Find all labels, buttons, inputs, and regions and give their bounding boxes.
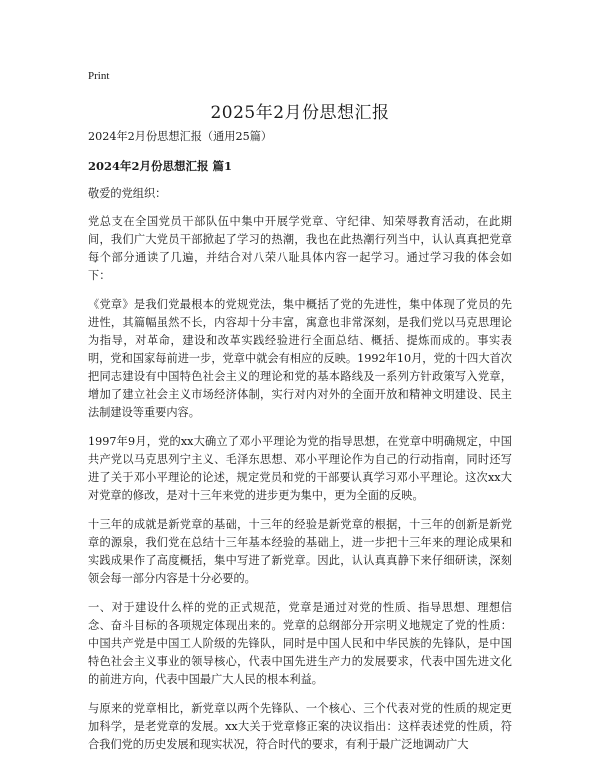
paragraph-2: 《党章》是我们党最根本的党规党法，集中概括了党的先进性，集中体现了党员的先进性，其篇幅虽然不长，内容却十分丰富，寓意也非常深刻，是我们党以马克思理论为指导，对革命，建设和改革实践经验进行全面总结、概括、提炼而成的。事实表明，党和国家每前进一步，党章中就会有相应的反映。1992年10月，党的十四大首次把同志建设有中国特色社会主义的理论和党的基本路线及一系列方针政策写入党章，增加了建立社会主义市场经济体制，实行对内对外的全面开放和精神文明建设、民主法制建设等重要内容。 (88, 298, 512, 419)
print-label: Print (88, 70, 110, 82)
salutation: 敬爱的党组织： (88, 187, 167, 200)
paragraph-1: 党总支在全国党员干部队伍中集中开展学党章、守纪律、知荣辱教育活动，在此期间，我们广大党员干部掀起了学习的热潮，我也在此热潮行列当中，认认真真把党章每个部分通读了几遍，并结合对八荣八耻具体内容一起学习。通过学习我的体会如下： (88, 215, 512, 282)
document-subtitle: 2024年2月份思想汇报（通用25篇） (88, 130, 273, 143)
paragraph-4: 十三年的成就是新党章的基础，十三年的经验是新党章的根据，十三年的创新是新党章的源泉，我们党在总结十三年基本经验的基础上，进一步把十三年来的理论成果和实践成果作了高度概括，集中写进了新党章。因此，认认真真静下来仔细研读，深刻领会每一部分内容是十分必要的。 (88, 518, 512, 585)
document-title: 2025年2月份思想汇报 (210, 103, 390, 123)
paragraph-3: 1997年9月，党的xx大确立了邓小平理论为党的指导思想，在党章中明确规定，中国共产党以马克思列宁主义、毛泽东思想、邓小平理论作为自己的行动指南，同时还写进了关于邓小平理论的论述，规定党员和党的干部要认真学习邓小平理论。这次xx大对党章的修改，是对十三年来党的进步更为集中，更为全面的反映。 (88, 435, 512, 502)
paragraph-5: 一、对于建设什么样的党的正式规范，党章是通过对党的性质、指导思想、理想信念、奋斗目标的各项规定体现出来的。党章的总纲部分开宗明义地规定了党的性质：中国共产党是中国工人阶级的先锋队，同时是中国人民和中华民族的先锋队，是中国特色社会主义事业的领导核心，代表中国先进生产力的发展要求，代表中国先进文化的前进方向，代表中国最广大人民的根本利益。 (88, 601, 512, 686)
document-body (88, 128, 512, 765)
section-heading: 2024年2月份思想汇报 篇1 (88, 159, 233, 173)
paragraph-6: 与原来的党章相比，新党章以两个先锋队、一个核心、三个代表对党的性质的规定更加科学，是老党章的发展。xx大关于党章修正案的决议指出：这样表述党的性质，符合我们党的历史发展和现实状况，符合时代的要求，有利于最广泛地调动广大 (88, 702, 512, 751)
